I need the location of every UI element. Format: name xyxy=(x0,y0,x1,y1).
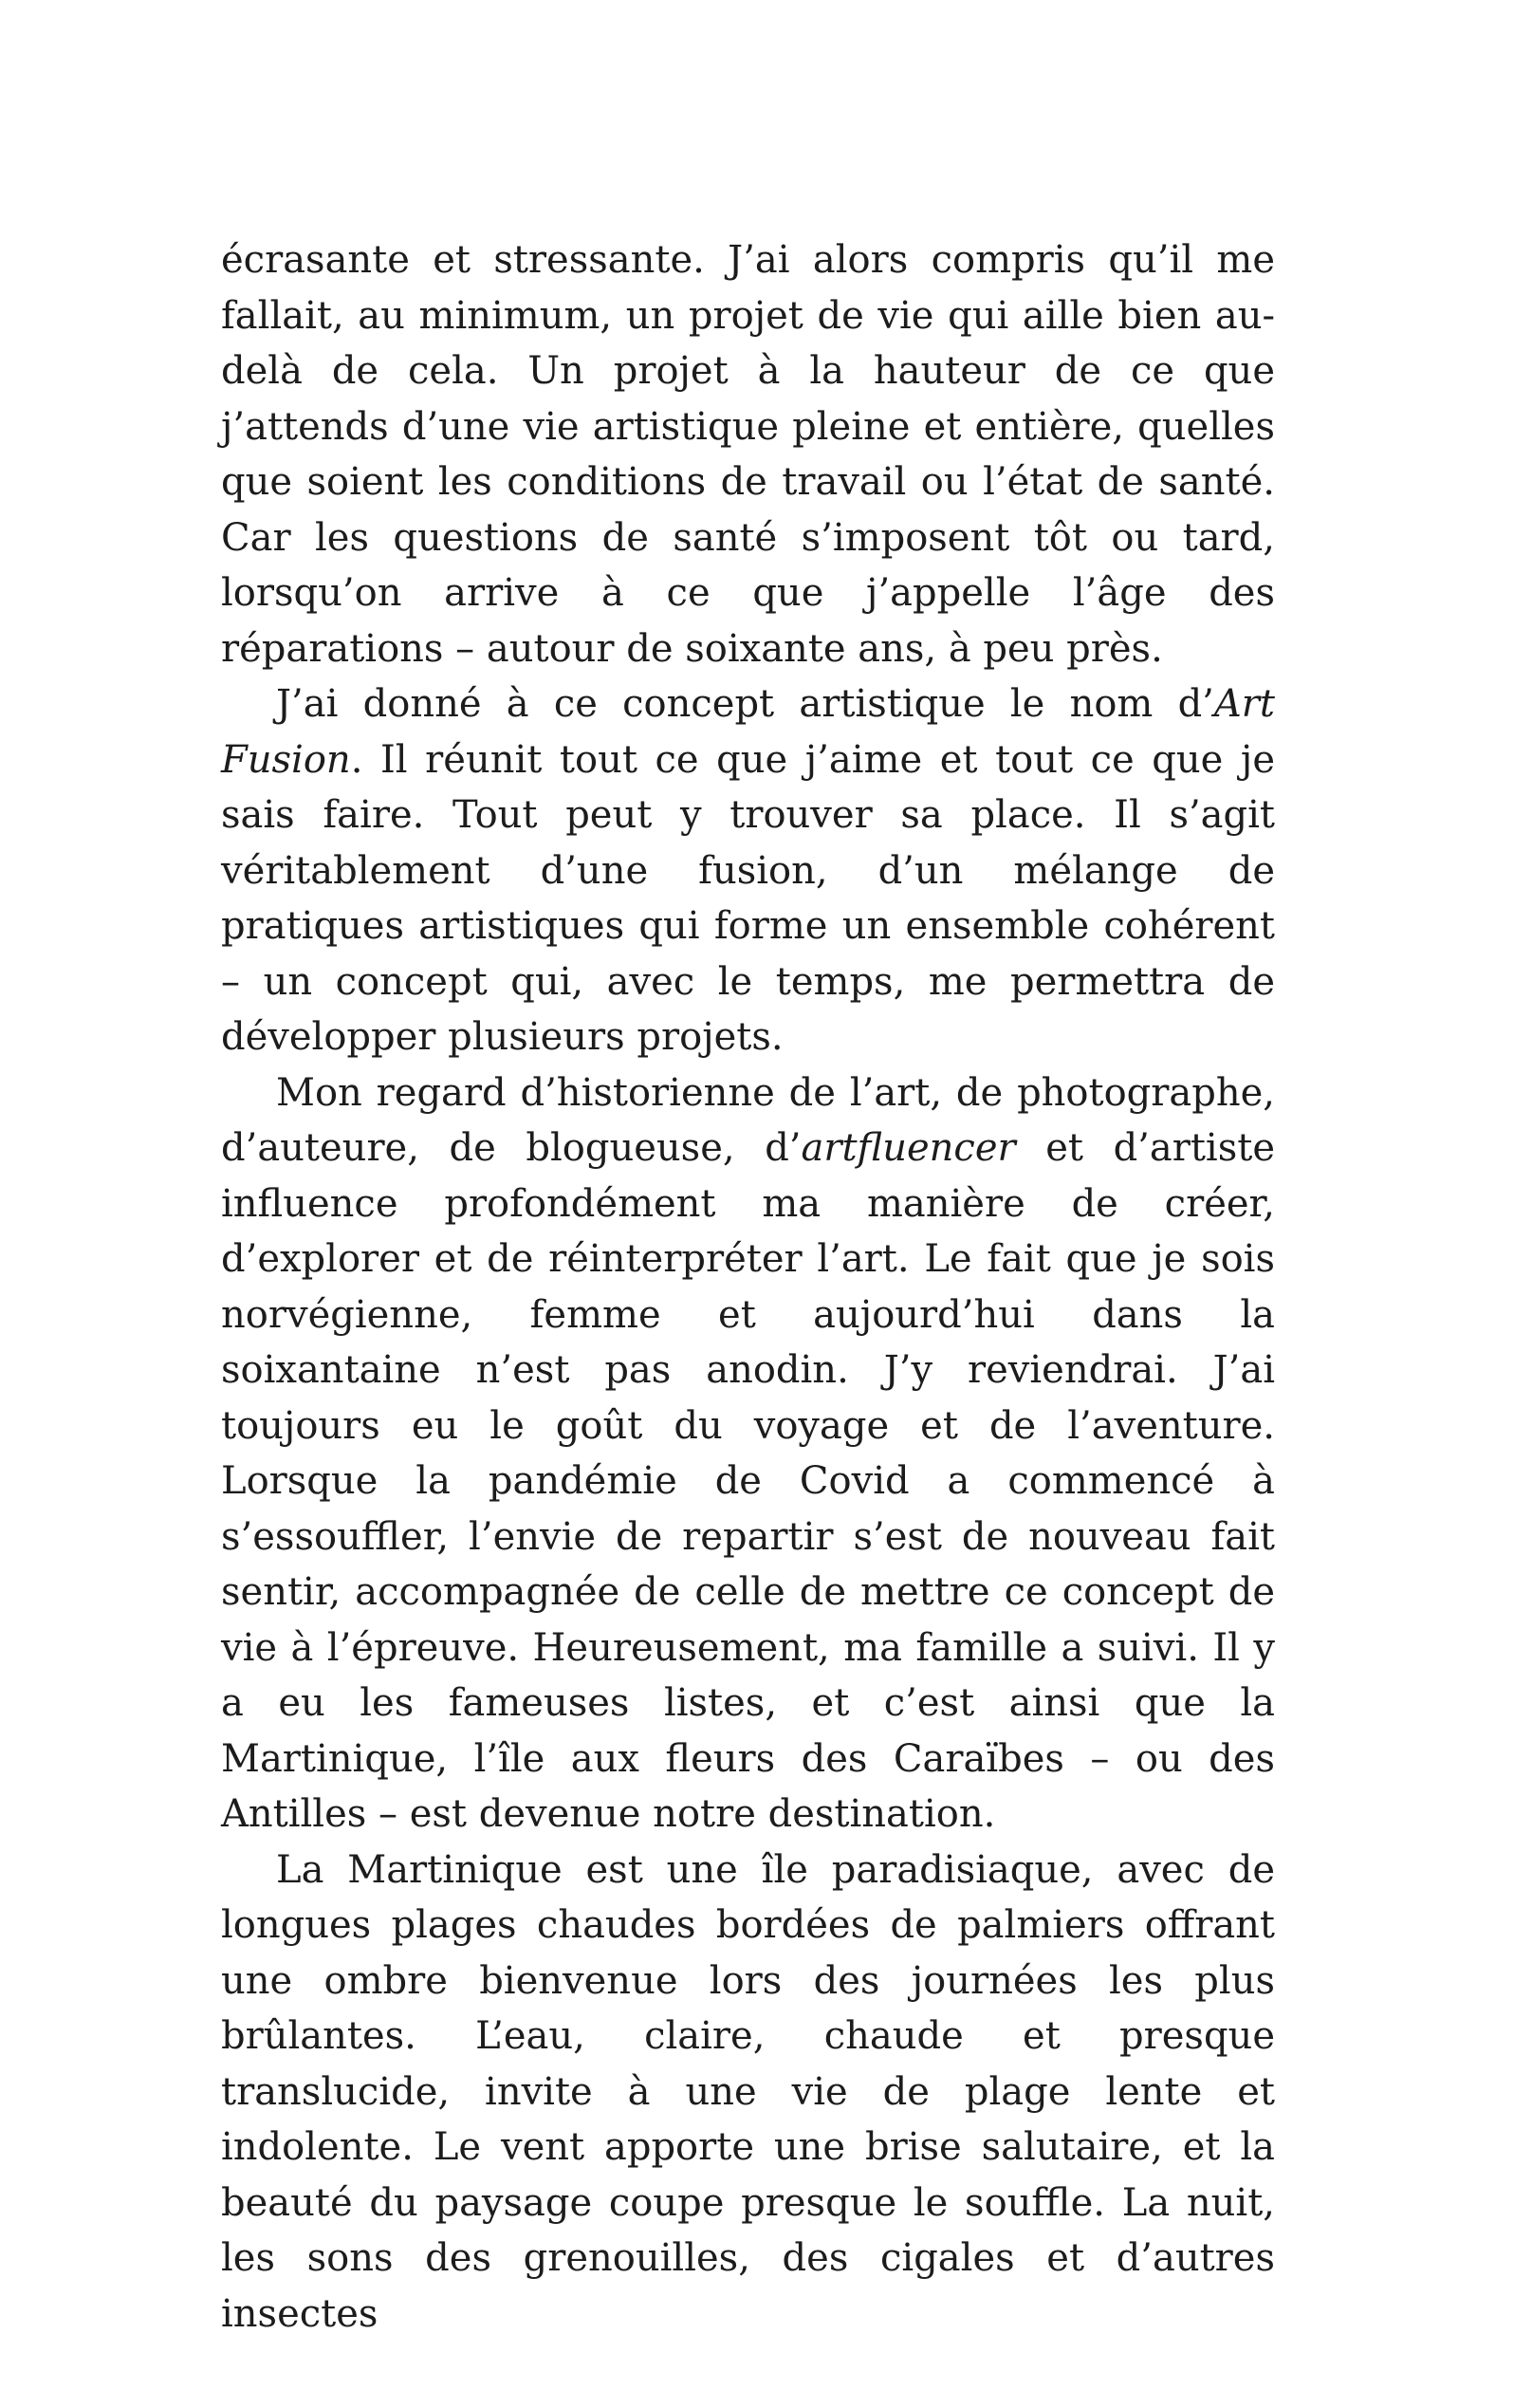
artfluencer-term: artfluencer xyxy=(801,1126,1016,1170)
page-body xyxy=(221,232,1275,2342)
paragraph-3-text-a: Mon regard d’historienne de l’art, de photographe, d’auteure, de blogueuse, d’ xyxy=(221,1070,1275,1170)
paragraph-3 xyxy=(221,1065,1275,1843)
art-fusion-term: Art Fusion xyxy=(221,682,1275,782)
paragraph-3-text-b: et d’artiste influence profondément ma manière de créer, d’explorer et de réinterpréter l’art. Le fait que je sois norvégienne, femme et aujourd’hui dans la soixantaine n’est pas anodin. J’y reviendrai. J’ai toujours eu le goût du voyage et de l’aventure. Lorsque la pandémie de Covid a commencé à s’essouffler, l’envie de repartir s’est de nouveau fait sentir, accompagnée de celle de mettre ce concept de vie à l’épreuve. Heureusement, ma famille a suivi. Il y a eu les fameuses listes, et c’est ainsi que la Martinique, l’île aux fleurs des Caraïbes – ou des Antilles – est devenue notre destination. xyxy=(221,1126,1275,1836)
paragraph-2-text-a: J’ai donné à ce concept artistique le nom d’ xyxy=(276,682,1214,726)
paragraph-4 xyxy=(221,1843,1275,2343)
paragraph-4-text: La Martinique est une île paradisiaque, avec de longues plages chaudes bordées de palmiers offrant une ombre bienvenue lors des journées les plus brûlantes. L’eau, claire, chaude et presque translucide, invite à une vie de plage lente et indolente. Le vent apporte une brise salutaire, et la beauté du paysage coupe presque le souffle. La nuit, les sons des grenouilles, des cigales et d’autres insectes xyxy=(221,1847,1275,2336)
paragraph-2 xyxy=(221,676,1275,1065)
paragraph-2-text-b: . Il réunit tout ce que j’aime et tout ce que je sais faire. Tout peut y trouver sa place. Il s’agit véritablement d’une fusion, d’un mélange de pratiques artistiques qui forme un ensemble cohérent – un concept qui, avec le temps, me permettra de développer plusieurs projets. xyxy=(221,737,1275,1059)
paragraph-1-text: écrasante et stressante. J’ai alors compris qu’il me fallait, au minimum, un projet de vie qui aille bien au-delà de cela. Un projet à la hauteur de ce que j’attends d’une vie artistique pleine et entière, quelles que soient les conditions de travail ou l’état de santé. Car les questions de santé s’imposent tôt ou tard, lorsqu’on arrive à ce que j’appelle l’âge des réparations – autour de soixante ans, à peu près. xyxy=(221,238,1275,671)
paragraph-1 xyxy=(221,232,1275,676)
